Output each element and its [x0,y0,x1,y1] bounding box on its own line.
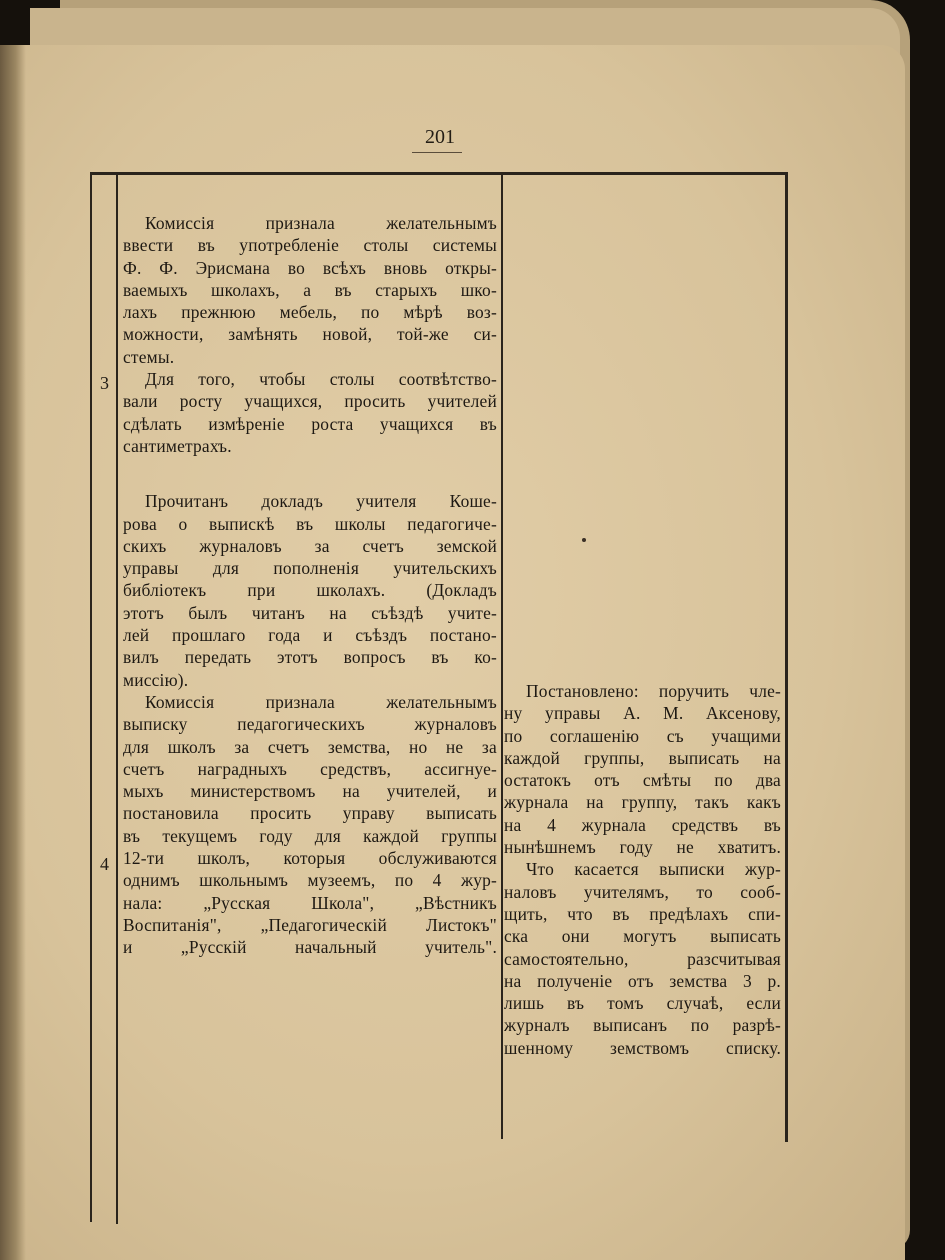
text-line: остатокъ отъ смѣты по два [504,770,781,791]
text-line: стемы. [123,346,175,367]
text-line: библіотекъ при школахъ. (Докладъ [123,580,497,601]
text-line: Воспитанія", „Педагогическій Листокъ" [123,914,497,935]
text-line: Прочитанъ докладъ учителя Коше- [145,491,497,512]
text-line: для школъ за счетъ земства, но не за [123,736,497,757]
text-line: Что касается выписки жур- [526,859,781,880]
right-column [504,680,781,1059]
text-line: сдѣлать измѣреніе роста учащихся въ [123,413,497,434]
text-line: вали росту учащихся, просить учителей [123,391,497,412]
text-line: шенному земствомъ списку. [504,1037,781,1058]
text-line: ну управы А. М. Аксенову, [504,703,781,724]
text-line: на полученіе отъ земства 3 р. [504,970,781,991]
report-journals-paragraph [123,490,497,691]
text-line: постановила просить управу выписать [123,803,497,824]
text-line: скихъ журналовъ за счетъ земской [123,535,497,556]
text-line: Для того, чтобы столы соотвѣтство- [145,369,497,390]
row-number-4: 4 [100,854,109,874]
text-line: журнала на группу, такъ какъ [504,792,781,813]
text-line: лахъ прежнюю мебель, по мѣрѣ воз- [123,302,497,323]
text-line: Ф. Ф. Эрисмана во всѣхъ вновь откры- [123,257,497,278]
text-line: Комиссія признала желательнымъ [145,691,497,712]
decision-paragraph [504,680,781,858]
text-line: ваемыхъ школахъ, а въ старыхъ шко- [123,279,497,300]
text-line: по соглашенію съ учащими [504,725,781,746]
text-line: мыхъ министерствомъ на учителей, и [123,781,497,802]
text-line: самостоятельно, разсчитывая [504,948,781,969]
text-line: однимъ школьнымъ музеемъ, по 4 жур- [123,870,497,891]
row-number-3: 3 [100,373,109,393]
text-line: счетъ наградныхъ средствъ, ассигнуе- [123,758,497,779]
text-line: вилъ передать этотъ вопросъ въ ко- [123,647,497,668]
text-line: на 4 журнала средствъ въ [504,814,781,835]
text-line: управы для пополненія учительскихъ [123,558,497,579]
text-line: нынѣшнемъ году не хватитъ. [504,837,781,858]
text-line: лишь въ томъ случаѣ, если [504,993,781,1014]
text-line: ввести въ употребленіе столы системы [123,235,497,256]
column-divider-number [116,174,118,1224]
resolution-measurement-paragraph [123,368,497,457]
text-line: каждой группы, выписать на [504,747,781,768]
teachers-journals-paragraph [504,858,781,1059]
page-number: 201 [425,126,455,148]
text-line: щить, что въ предѣлахъ спи- [504,903,781,924]
text-line: Комиссія признала желательнымъ [145,213,497,233]
text-line: 12-ти школъ, которыя обслуживаются [123,848,497,869]
text-line: и „Русскій начальный учитель". [123,937,497,958]
text-line: можности, замѣнять новой, той-же си- [123,324,497,345]
commission-journals-paragraph [123,691,497,959]
text-line: наловъ учителямъ, то сооб- [504,881,781,902]
left-column [123,212,497,959]
page-number-underline [412,152,462,153]
text-line: рова о выпискѣ въ школы педагогиче- [123,513,497,534]
text-line: этотъ былъ читанъ на съѣздѣ учите- [123,602,497,623]
text-line: лей прошлаго года и съѣздъ постано- [123,625,497,646]
text-line: нала: „Русская Школа", „Вѣстникъ [123,892,497,913]
table-left-border [90,172,92,1222]
table-right-border [785,172,788,1142]
text-line: миссію). [123,669,189,690]
text-line: журналъ выписанъ по разрѣ- [504,1015,781,1036]
table-top-rule [90,172,788,175]
resolution-desks-paragraph [123,212,497,368]
ink-speck [582,538,586,542]
text-line: сантиметрахъ. [123,435,232,456]
text-line: Постановлено: поручить чле- [526,681,781,701]
text-line: въ текущемъ году для каждой группы [123,825,497,846]
book-gutter [0,45,26,1260]
text-line: ска они могутъ выписать [504,926,781,947]
text-line: выписку педагогическихъ журналовъ [123,714,497,735]
column-divider-main [501,174,503,1139]
